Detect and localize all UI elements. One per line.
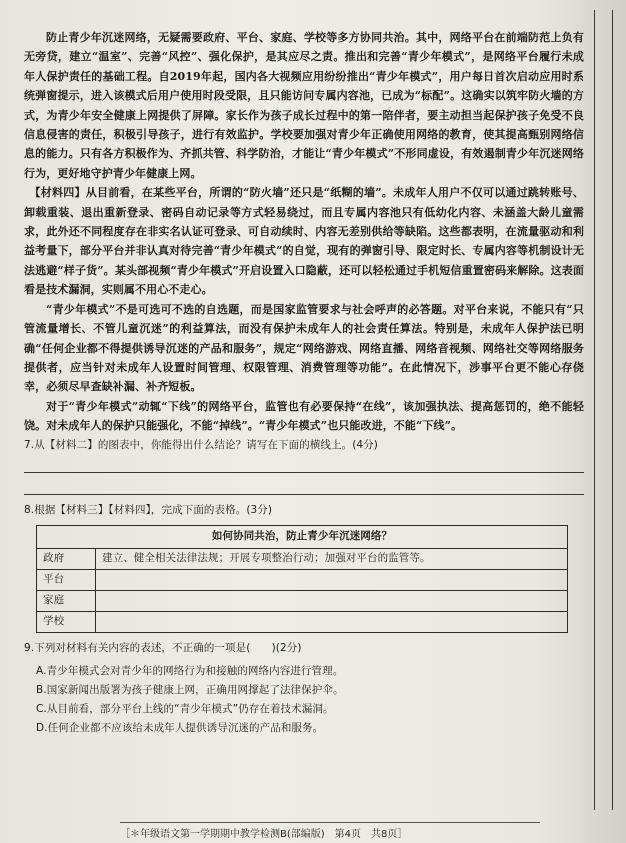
choice-d[interactable]: D.任何企业都不应该给未成年人提供诱导沉迷的产品和服务。 bbox=[36, 721, 324, 734]
question-7: 7.从【材料二】的图表中，你能得出什么结论？请写在下面的横线上。(4分) bbox=[24, 438, 378, 451]
table-row bbox=[37, 569, 568, 590]
question-9: 9.下列对材料有关内容的表述，不正确的一项是( )(2分) bbox=[24, 641, 302, 654]
binding-line bbox=[594, 10, 595, 810]
row-label-school: 学校 bbox=[37, 611, 96, 632]
table-row bbox=[37, 611, 568, 632]
answer-line-1[interactable] bbox=[24, 455, 584, 473]
table-row bbox=[37, 590, 568, 611]
choice-c[interactable]: C.从目前看，部分平台上线的“青少年模式”仍存在着技术漏洞。 bbox=[36, 702, 334, 715]
page-content bbox=[24, 28, 584, 738]
row-content-government: 建立、健全相关法律法规；开展专项整治行动；加强对平台的监管等。 bbox=[96, 548, 568, 569]
answer-table bbox=[36, 525, 568, 633]
question-8: 8.根据【材料三】【材料四】，完成下面的表格。(3分) bbox=[24, 503, 273, 516]
paragraph-material-four: 【材料四】从目前看，在某些平台，所谓的“防火墙”还只是“纸糊的墙”。未成年人用户不仅可以通过跳转账号、卸载重装、退出重新登录、密码自动记录等方式轻易绕过，而且专属内容池只有低幼化内容、未涵盖大龄儿童需求，此外还不同程度存在非实名认证可登录、可自动续时、内容无差别供给等缺陷。这些都表明，在流量驱动和利益考量下，部分平台并非认真对待完善“青少年模式”的自觉，现有的弹窗引导、限定时长、专属内容等机制设计无法逃避“样子货”。某头部视频“青少年模式”开启设置入口隐蔽，还可以轻松通过手机短信重置密码来解除。这表面看是技术漏洞，实则属不用心不走心。 bbox=[24, 186, 584, 297]
paragraph-1: 防止青少年沉迷网络，无疑需要政府、平台、家庭、学校等多方协同共治。其中，网络平台在前端防范上负有无旁贷，建立“温室”、完善“风控”、强化保护，是其应尽之责。推出和完善“青少年模式”，是网络平台履行未成年人保护责任的基础工程。自2019年起，国内各大视频应用纷纷推出“青少年模式”，用户每日首次启动应用时系统弹窗提示，进入该模式后用户使用时段受限，且只能访问专属内容池，已成为“标配”。这确实以筑牢防火墙的方式，为青少年安全健康上网提供了屏障。家长作为孩子成长过程中的第一陪伴者，要主动担当起保护孩子免受不良信息侵害的责任，积极引导孩子，进行有效监护。学校要加强对青少年正确使用网络的教育，使其提高甄别网络信息的能力。只有各方积极作为、齐抓共管、科学防治，才能让“青少年模式”不形同虚设，有效遏制青少年沉迷网络行为，更好地守护青少年健康上网。 bbox=[24, 31, 584, 180]
row-answer-family[interactable] bbox=[96, 590, 568, 611]
row-label-family: 家庭 bbox=[37, 590, 96, 611]
paragraph-4: 对于“青少年模式”动辄“下线”的网络平台，监管也有必要保持“在线”，该加强执法、提高惩罚的，绝不能轻饶。对未成年人的保护只能强化，不能“掉线”。“青少年模式”也只能改进，不能“下线”。 bbox=[24, 399, 584, 433]
choice-b[interactable]: B.国家新闻出版署为孩子健康上网，正确用网撑起了法律保护伞。 bbox=[36, 683, 344, 696]
table-title: 如何协同共治，防止青少年沉迷网络？ bbox=[37, 525, 568, 548]
table-row bbox=[37, 548, 568, 569]
binding-margin bbox=[590, 0, 626, 843]
answer-line-2[interactable] bbox=[24, 477, 584, 495]
row-label-platform: 平台 bbox=[37, 569, 96, 590]
row-label-government: 政府 bbox=[37, 548, 96, 569]
choice-a[interactable]: A.青少年模式会对青少年的网络行为和接触的网络内容进行管理。 bbox=[36, 664, 344, 677]
page-footer: ［＊年级语文第一学期期中教学检测B(部编版) 第4页 共8页］ bbox=[120, 822, 540, 840]
binding-line bbox=[612, 10, 613, 810]
row-answer-platform[interactable] bbox=[96, 569, 568, 590]
paragraph-3: “青少年模式”不是可选可不选的自选题，而是国家监管要求与社会呼声的必答题。对平台来说，不能只有“只管流量增长、不管儿童沉迷”的利益算法，而没有保护未成年人的社会责任算法。特别是，未成年人保护法已明确“任何企业都不得提供诱导沉迷的产品和服务”，规定“网络游戏、网络直播、网络音视频、网络社交等网络服务提供者，应当针对未成年人设置时间管理、权限管理、消费管理等功能”。在此情况下，涉事平台更不能心存侥幸，必须尽早查缺补漏、补齐短板。 bbox=[24, 302, 584, 394]
choice-list bbox=[36, 662, 584, 738]
row-answer-school[interactable] bbox=[96, 611, 568, 632]
